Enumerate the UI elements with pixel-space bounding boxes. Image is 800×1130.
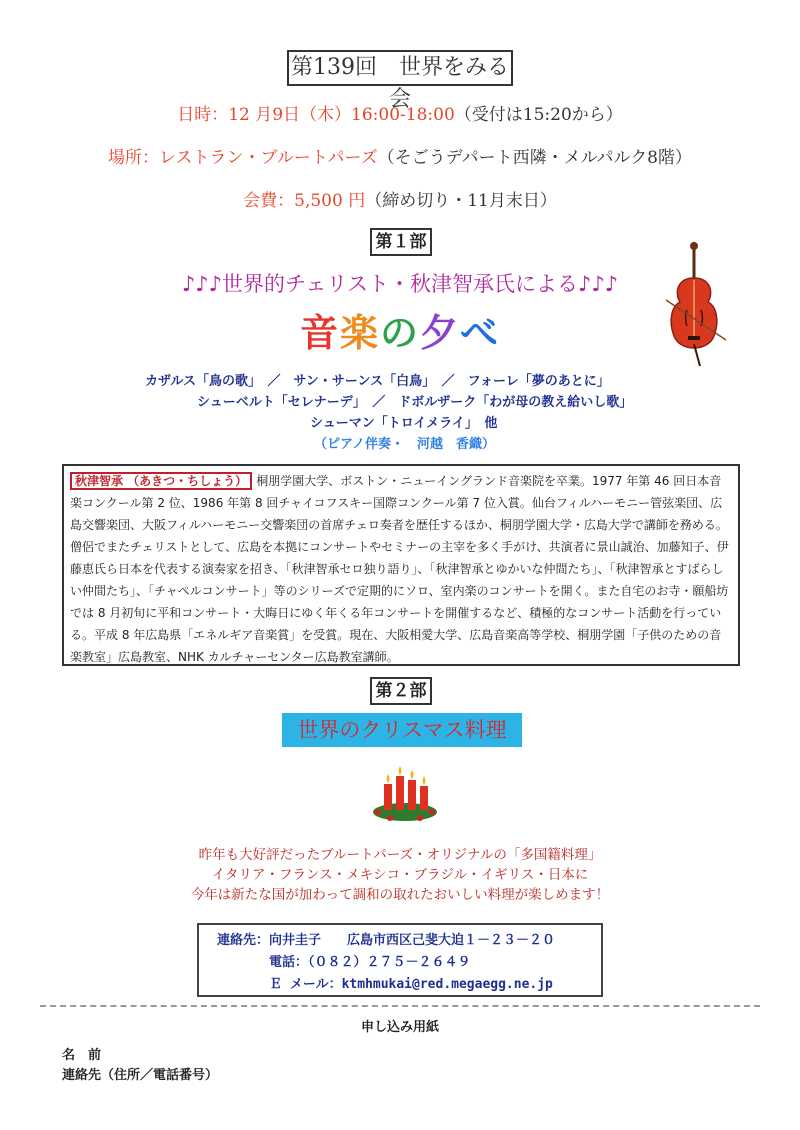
program-line-3: シューマン「トロイメライ」 他 — [310, 416, 498, 431]
part1-label: 第１部 — [370, 228, 432, 256]
venue-label: 場所： — [108, 148, 160, 168]
program-line-2: シューベルト「セレナーデ」 ／ ドボルザーク「わが母の教え給いし歌」 — [197, 395, 633, 410]
christmas-candles-icon — [370, 762, 440, 824]
concert-title-char: 夕 — [420, 311, 461, 355]
concert-title-char: 楽 — [339, 311, 380, 355]
pianist-credit: （ピアノ伴奏・ 河越 香織） — [314, 437, 495, 452]
concert-title-char: の — [379, 311, 420, 355]
contact-email: Ｅ メール：ktmhmukai@red.megaegg.ne.jp — [269, 977, 553, 992]
xmas-line-3: 今年は新たな国が加わって調和の取れたおいしい料理が楽しめます！ — [190, 887, 610, 903]
form-name-label: 名 前 — [62, 1048, 102, 1063]
cello-icon — [660, 240, 730, 370]
part2-label: 第２部 — [370, 677, 432, 705]
program-line-1: カザルス「鳥の歌」 ／ サン・サーンス「白鳥」 ／ フォーレ「夢のあとに」 — [145, 374, 610, 389]
bio-name: 秋津智承 （あきつ・ちしょう） — [70, 472, 252, 490]
application-form-title: 申し込み用紙 — [360, 1020, 439, 1035]
bio-text: 桐朋学園大学、ボストン・ニューイングランド音楽院を卒業。1977 年第 46 回日本音楽コンクール第 2 位、1986 年第 8 回チャイコフスキー国際コンクール第 7 位入賞。仙台フィルハーモニー管弦楽団、広島交響楽団、大阪フィルハーモニー交響楽団の首席チェロ奏者を歴任するほか、桐朋学園大学・広島大学で講師を務める。僧侶でまたチェリストとして、広島を本拠にコンサートやセミナーの主宰を多く手がけ、共演者に景山誠治、加藤知子、伊藤恵氏ら日本を代表する演奏家を招き、「秋津智承セロ独り語り」、「秋津智承とゆかいな仲間たち」、「秋津智承とすばらしい仲間たち」、「チャペルコンサート」等のシリーズで定期的にソロ、室内楽のコンサートを開く。また自宅のお寺・願船坊では 8 月初旬に平和コンサート・大晦日にゆく年くる年コンサートを開催するなど、積極的なコンサート活動を行っている。平成 8 年広島県「エネルギア音楽賞」を受賞。現在、大阪相愛大学、広島音楽高等学校、桐朋学園「子供のための音楽教室」広島教室、NHK カルチャーセンター広島教室講師。 — [70, 474, 729, 664]
event-fee — [0, 186, 800, 211]
datetime-note: （受付は15:20から） — [454, 105, 623, 125]
contact-address: 連絡先：向井圭子 広島市西区己斐大迫１－２３－２０ — [217, 933, 556, 948]
fee-label: 会費： — [243, 191, 295, 211]
event-title: 第139回 世界をみる会 — [287, 50, 513, 86]
christmas-cuisine-title: 世界のクリスマス料理 — [282, 713, 522, 747]
contact-box — [197, 923, 603, 997]
venue-note: （そごうデパート西隣・メルパルク8階） — [377, 148, 692, 168]
cellist-bio — [62, 464, 740, 666]
contact-phone: 電話：（０８２）２７５－２６４９ — [269, 955, 471, 970]
fee-value: 5,500 円 — [294, 191, 366, 211]
datetime-value: 12 月9日（木）16:00-18:00 — [228, 105, 455, 125]
cut-line — [40, 1005, 760, 1007]
event-datetime — [0, 100, 800, 125]
concert-headline: ♪♪♪世界的チェリスト・秋津智承氏による♪♪♪ — [181, 272, 619, 296]
xmas-line-2: イタリア・フランス・メキシコ・ブラジル・イギリス・日本に — [211, 867, 589, 883]
fee-note: （締め切り・11月末日） — [365, 191, 557, 211]
form-contact-label: 連絡先（住所／電話番号） — [62, 1068, 219, 1083]
concert-title-char: べ — [460, 311, 501, 355]
venue-value: レストラン・ブルートパーズ — [159, 148, 378, 168]
event-venue — [0, 143, 800, 168]
xmas-line-1: 昨年も大好評だったブルートパーズ・オリジナルの「多国籍料理」 — [198, 847, 602, 863]
datetime-label: 日時： — [177, 105, 229, 125]
concert-title-char: 音 — [299, 311, 340, 355]
